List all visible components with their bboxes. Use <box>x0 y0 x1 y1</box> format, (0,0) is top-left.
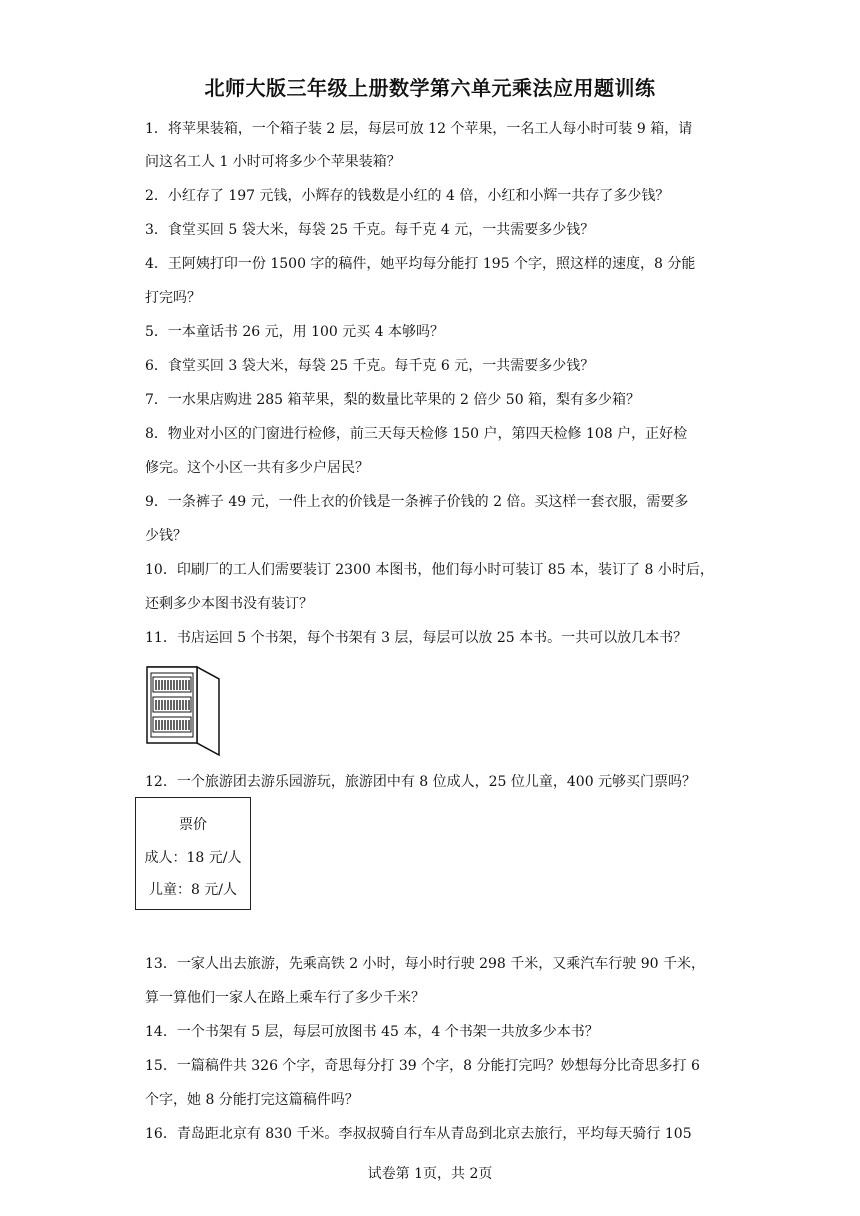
page-footer: 试卷第 1页，共 2页 <box>367 1166 493 1182</box>
page-title: 北师大版三年级上册数学第六单元乘法应用题训练 <box>204 76 656 100</box>
problem-4-line-2: 打完吗？ <box>145 290 201 306</box>
problem-15-line-2: 个字，她 8 分能打完这篇稿件吗？ <box>145 1092 359 1108</box>
problem-13-line-2: 算一算他们一家人在路上乘车行了多少千米？ <box>145 990 425 1006</box>
problem-7: 7．一水果店购进 285 箱苹果，梨的数量比苹果的 2 倍少 50 箱，梨有多少箱？ <box>145 392 641 408</box>
problem-10-line-2: 还剩多少本图书没有装订？ <box>145 596 313 612</box>
problem-8-line-2: 修完。这个小区一共有多少户居民？ <box>145 460 369 476</box>
problem-16-line-1: 16．青岛距北京有 830 千米。李叔叔骑自行车从青岛到北京去旅行，平均每天骑行 105 <box>145 1126 692 1142</box>
problem-10-line-1: 10．印刷厂的工人们需要装订 2300 本图书，他们每小时可装订 85 本，装订了 8 小时后， <box>145 562 714 578</box>
problem-9-line-1: 9．一条裤子 49 元，一件上衣的价钱是一条裤子价钱的 2 倍。买这样一套衣服，需要多 <box>145 494 689 510</box>
problem-15-line-1: 15．一篇稿件共 326 个字，奇思每分打 39 个字，8 分能打完吗？妙想每分比奇思多打 6 <box>145 1058 700 1074</box>
ticket-child-price: 儿童：8 元/人 <box>148 882 238 898</box>
problem-9-line-2: 少钱？ <box>145 528 187 544</box>
problem-13-line-1: 13．一家人出去旅游，先乘高铁 2 小时，每小时行驶 298 千米，又乘汽车行驶 90 千米， <box>145 956 705 972</box>
problem-14: 14．一个书架有 5 层，每层可放图书 45 本，4 个书架一共放多少本书？ <box>145 1024 599 1040</box>
problem-12: 12．一个旅游团去游乐园游玩，旅游团中有 8 位成人，25 位儿童，400 元够买门票吗？ <box>145 774 697 790</box>
bookshelf-image <box>145 655 225 757</box>
problem-1-line-2: 问这名工人 1 小时可将多少个苹果装箱？ <box>145 154 401 170</box>
ticket-heading: 票价 <box>179 817 207 833</box>
ticket-price-box <box>135 797 251 910</box>
problem-5: 5．一本童话书 26 元，用 100 元买 4 本够吗？ <box>145 324 445 340</box>
problem-6: 6．食堂买回 3 袋大米，每袋 25 千克。每千克 6 元，一共需要多少钱？ <box>145 358 595 374</box>
problem-8-line-1: 8．物业对小区的门窗进行检修，前三天每天检修 150 户，第四天检修 108 户，正好检 <box>145 426 688 442</box>
problem-11: 11．书店运回 5 个书架，每个书架有 3 层，每层可以放 25 本书。一共可以放几本书？ <box>145 630 688 646</box>
problem-3: 3．食堂买回 5 袋大米，每袋 25 千克。每千克 4 元，一共需要多少钱？ <box>145 222 595 238</box>
problem-1-line-1: 1．将苹果装箱，一个箱子装 2 层，每层可放 12 个苹果，一名工人每小时可装 9 箱，请 <box>145 121 693 137</box>
ticket-adult-price: 成人：18 元/人 <box>144 850 242 866</box>
problem-4-line-1: 4．王阿姨打印一份 1500 字的稿件，她平均每分能打 195 个字，照这样的速度，8 分能 <box>145 256 696 272</box>
problem-2: 2．小红存了 197 元钱，小辉存的钱数是小红的 4 倍，小红和小辉一共存了多少钱？ <box>145 188 670 204</box>
